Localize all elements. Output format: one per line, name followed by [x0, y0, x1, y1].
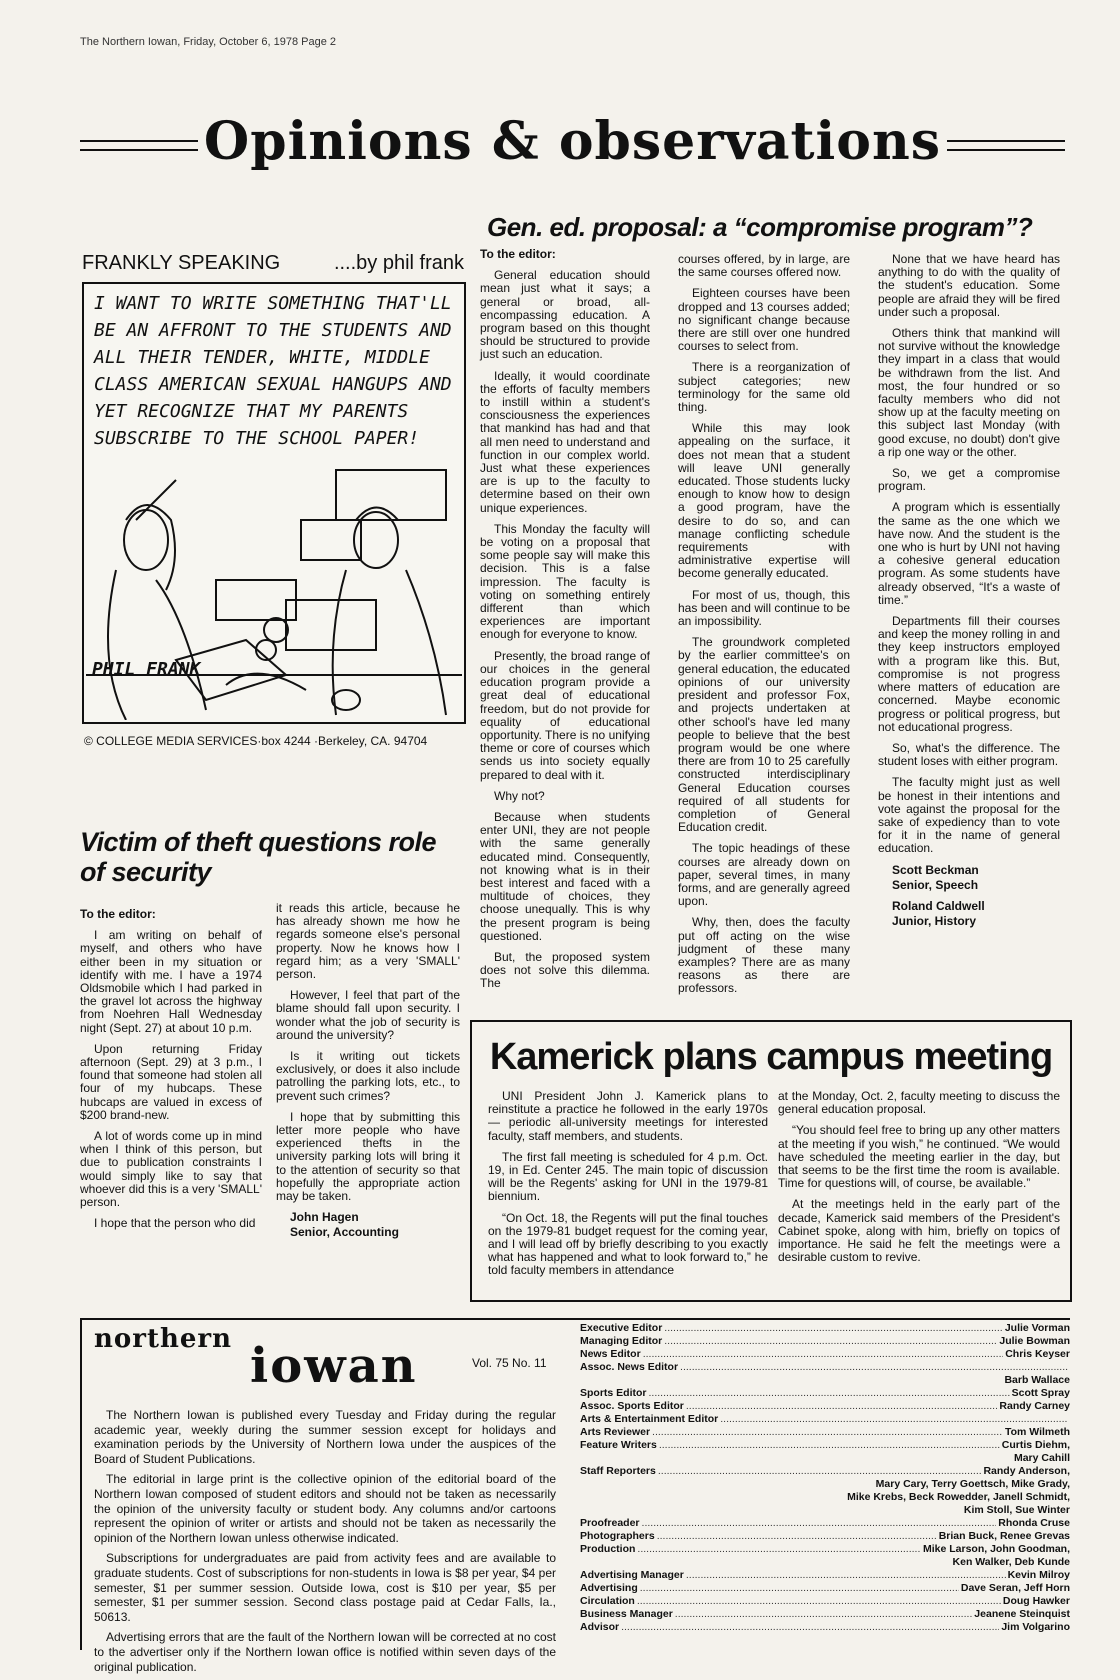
- staff-name: Mike Larson, John Goodman,: [922, 1543, 1070, 1555]
- staff-role: Advertising Manager: [580, 1569, 684, 1581]
- staff-row: [580, 1387, 1070, 1400]
- staff-name: Jeanene Steinquist: [974, 1608, 1070, 1620]
- paragraph: There is a reorganization of subject categories; new terminology for the same old thing.: [678, 360, 850, 415]
- cartoon-credit: © COLLEGE MEDIA SERVICES·box 4244 ·Berkeley, CA. 94704: [84, 734, 428, 748]
- staff-role: Proofreader: [580, 1517, 640, 1529]
- leader-dots: [640, 1582, 959, 1595]
- paragraph: I hope that the person who did: [94, 1216, 256, 1231]
- kamerick-col-2: [778, 1090, 1060, 1272]
- staff-name: Dave Seran, Jeff Horn: [960, 1582, 1070, 1594]
- staff-name: Jim Volgarino: [1001, 1621, 1070, 1633]
- staff-name: Brian Buck, Renee Grevas: [938, 1530, 1070, 1542]
- signer-name: John Hagen: [290, 1210, 359, 1225]
- typewriter-left: [216, 580, 296, 620]
- staff-row: [580, 1335, 1070, 1348]
- paragraph: it reads this article, because he has already shown me how he regards someone else's personal property. Now he knows how I regard him; as a very 'SMALL' person.: [276, 901, 460, 982]
- gen-ed-col-1: [480, 248, 650, 999]
- paragraph: A lot of words come up in mind when I think of this person, but due to publication constraints I would simply like to say that whoever did this is a very 'SMALL' person.: [80, 1129, 262, 1210]
- paragraph: The groundwork completed by the earlier committee's on general education, the educated opinions of our university president and professor Fox, and projects undertaken at other school's have led many people to believe that the best program would be one where there are from 10 to 25 carefully constructed interdisciplinary General Education courses required of all students for completion of General Education credit.: [678, 635, 850, 835]
- paragraph: I am writing on behalf of myself, and others who have either been in my situation or identify with me. I have a 1974 Oldsmobile which I had parked in the gravel lot across the highway from Noehren Hall Wednesday night (Sept. 27) at about 10 p.m.: [80, 928, 262, 1035]
- paragraph: General education should mean just what it says; a general or broad, all-encompassing education. A program based on this thought should be structured to provide just such an education.: [480, 268, 650, 362]
- paragraph: “On Oct. 18, the Regents will put the final touches on the 1979-81 budget request for the coming year, and I will lead off by briefly describing to you exactly what has happened and what to look forward to,” he told faculty members in attendance: [488, 1210, 768, 1278]
- leader-dots: [664, 1335, 997, 1348]
- staff-role: Executive Editor: [580, 1322, 663, 1334]
- paragraph: For most of us, though, this has been and will continue to be an impossibility.: [678, 587, 850, 629]
- staff-name-continued: Ken Walker, Deb Kunde: [952, 1556, 1070, 1568]
- staff-role: Advisor: [580, 1621, 620, 1633]
- signer-title: Senior, Speech: [892, 877, 979, 892]
- paragraph: Eighteen courses have been dropped and 13 courses added; no significant change because there are still over one hundred courses to select from.: [678, 286, 850, 354]
- leader-dots: [657, 1530, 937, 1543]
- staff-row: [580, 1348, 1070, 1361]
- gen-ed-headline: Gen. ed. proposal: a “compromise program”?: [487, 212, 1033, 242]
- brand-iowan: iowan: [250, 1338, 418, 1394]
- paragraph: The editorial in large print is the collective opinion of the editorial board of the Northern Iowan composed of student editors and should not be taken as necessarily the opinion of the university faculty or student body. Any columns and/or cartoons represent the opinion of writer or artists and should not be taken as necessarily the opinion of the Northern Iowan unless otherwise indicated.: [94, 1472, 556, 1545]
- paragraph: at the Monday, Oct. 2, faculty meeting to discuss the general education proposal.: [778, 1089, 1060, 1117]
- staff-role: Staff Reporters: [580, 1465, 656, 1477]
- staff-name-continued: Mary Cahill: [1013, 1452, 1070, 1464]
- volume-number: Vol. 75 No. 11: [472, 1356, 547, 1370]
- staff-role: Photographers: [580, 1530, 655, 1542]
- staff-row: [580, 1439, 1070, 1452]
- gen-ed-col-3: [878, 253, 1060, 930]
- staff-row: [580, 1569, 1070, 1582]
- staff-row: [580, 1530, 1070, 1543]
- publication-notice: [94, 1408, 556, 1680]
- signer-name: Scott Beckman: [892, 862, 979, 877]
- staff-role: Business Manager: [580, 1608, 673, 1620]
- staff-name: Chris Keyser: [1005, 1348, 1070, 1360]
- paragraph: So, we get a compromise program.: [878, 466, 1060, 494]
- staff-role: Sports Editor: [580, 1387, 647, 1399]
- staff-row: [580, 1543, 1070, 1556]
- gen-ed-salutation: To the editor:: [480, 247, 556, 261]
- paragraph: Ideally, it would coordinate the efforts of faculty members to instill within a student's consciousness the experiences that mankind has had and that all men need to understand and function in our complex world. Just what these experiences are is up to the faculty to determine based on their own unique experiences.: [480, 368, 650, 515]
- paragraph: Departments fill their courses and keep the money rolling in and they keep instructors employed with a program like this. But, compromise is not progress where matters of education are concerned. Maybe economic progress or political progress, but not educational progress.: [878, 614, 1060, 734]
- staff-role: Managing Editor: [580, 1335, 663, 1347]
- leader-dots: [686, 1569, 1006, 1582]
- leader-dots: [649, 1387, 1010, 1400]
- cartoon-header: [82, 252, 464, 275]
- paragraph: The topic headings of these courses are already down on paper, several times, in many forms, and are generally agreed upon.: [678, 841, 850, 909]
- section-title: Opinions & observations: [80, 112, 1065, 172]
- staff-role: News Editor: [580, 1348, 641, 1360]
- leader-dots: [680, 1361, 1068, 1374]
- leader-dots: [720, 1413, 1068, 1426]
- staff-row: [580, 1361, 1070, 1374]
- leader-dots: [658, 1465, 982, 1478]
- leader-dots: [664, 1322, 1003, 1335]
- leader-dots: [642, 1517, 997, 1530]
- staff-name-continued: Mary Cary, Terry Goettsch, Mike Grady,: [875, 1478, 1070, 1490]
- paragraph: Presently, the broad range of our choices in the general education program provide a great deal of educational freedom, but do not provide for equality of educational opportunity. There is no unifying theme or core of courses which sends us into society equally prepared to deal with it.: [480, 648, 650, 782]
- staff-name: Kevin Milroy: [1007, 1569, 1070, 1581]
- staff-role: Feature Writers: [580, 1439, 657, 1451]
- staff-role: Arts & Entertainment Editor: [580, 1413, 719, 1425]
- gen-ed-col-2: [678, 253, 850, 1004]
- staff-row: [580, 1595, 1070, 1608]
- section-masthead: [80, 112, 1065, 174]
- staff-name: Scott Spray: [1011, 1387, 1070, 1399]
- woman-left-head: [124, 510, 168, 570]
- staff-name: Randy Carney: [999, 1400, 1070, 1412]
- cartoon-title: FRANKLY SPEAKING: [82, 252, 281, 274]
- paragraph: “You should feel free to bring up any other matters at the meeting if you wish,” he continued. “We would have scheduled the meeting earlier in the day, but that seems to be the first time the room is available. Time for questions will, of course, be available.”: [778, 1123, 1060, 1191]
- theft-col-2: [276, 902, 460, 1242]
- cartoon-signature: PHIL FRANK: [92, 659, 201, 680]
- paragraph: So, what's the difference. The student loses with either program.: [878, 740, 1060, 769]
- staff-row: [580, 1465, 1070, 1478]
- theft-col-1: [80, 908, 262, 1238]
- staff-row: [580, 1413, 1070, 1426]
- leader-dots: [675, 1608, 973, 1621]
- paragraph: However, I feel that part of the blame should fall upon security. I wonder what the job of security is around the university?: [276, 988, 460, 1042]
- leader-dots: [637, 1543, 921, 1556]
- brand-northern: northern: [94, 1324, 232, 1354]
- kamerick-story: [470, 1020, 1072, 1302]
- staff-name: Randy Anderson,: [983, 1465, 1070, 1477]
- paragraph: But, the proposed system does not solve this dilemma. The: [480, 949, 650, 991]
- page-folio: The Northern Iowan, Friday, October 6, 1978 Page 2: [80, 36, 336, 48]
- signer-name: Roland Caldwell: [892, 898, 985, 913]
- staff-row: [580, 1426, 1070, 1439]
- staff-role: Assoc. Sports Editor: [580, 1400, 684, 1412]
- paragraph: At the meetings held in the early part of the decade, Kamerick said members of the President's Cabinet spoke, along with him, briefly on topics of importance. He said he felt the meetings were a desirable custom to revive.: [778, 1197, 1060, 1265]
- staff-name-continued: Kim Stoll, Sue Winter: [963, 1504, 1070, 1516]
- staff-role: Circulation: [580, 1595, 635, 1607]
- signer-title: Senior, Accounting: [290, 1225, 399, 1240]
- staff-role: Assoc. News Editor: [580, 1361, 679, 1373]
- staff-box: [580, 1322, 1070, 1634]
- staff-name-continued: Mike Krebs, Beck Rowedder, Janell Schmidt,: [847, 1491, 1070, 1503]
- staff-name: Julie Bowman: [999, 1335, 1070, 1347]
- paragraph: Others think that mankind will not survive without the knowledge they impart in a class that would be withdrawn from the list. And most, the four hundred or so faculty members who did not show up at the faculty meeting on this subject last Monday (with good excuse, no doubt) don't give a rip one way or the other.: [878, 326, 1060, 459]
- staff-row: [580, 1582, 1070, 1595]
- publication-info: [82, 1320, 562, 1674]
- kamerick-headline: Kamerick plans campus meeting: [489, 1036, 1053, 1078]
- staff-row: [580, 1608, 1070, 1621]
- leader-dots: [686, 1400, 998, 1413]
- cartoon-byline: ....by phil frank: [333, 252, 464, 274]
- paragraph: I hope that by submitting this letter more people who have experienced thefts in the university parking lots will bring it to the attention of security so that hopefully the appropriate action may be taken.: [276, 1109, 460, 1204]
- cartoon-speech: I WANT TO WRITE SOMETHING THAT'LL BE AN AFFRONT TO THE STUDENTS AND ALL THEIR TENDER, WHITE, MIDDLE CLASS AMERICAN SEXUAL HANGUPS AND YET RECOGNIZE THAT MY PARENTS SUBSCRIBE TO THE SCHOOL PAPER!: [94, 293, 452, 449]
- staff-row: [580, 1621, 1070, 1634]
- paragraph: A program which is essentially the same as the one which we have now. And the student is the one who is hurt by UNI not having a cohesive general education program. As some students have already observed, “It's a waste of time.”: [878, 500, 1060, 607]
- staff-row: [580, 1517, 1070, 1530]
- theft-headline: Victim of theft questions role of security: [80, 827, 437, 887]
- paragraph: Why not?: [494, 788, 545, 803]
- staff-name: Tom Wilmeth: [1004, 1426, 1070, 1438]
- theft-salutation: To the editor:: [80, 907, 156, 921]
- staff-name: Julie Vorman: [1004, 1322, 1070, 1334]
- staff-name-continued: Barb Wallace: [1004, 1374, 1070, 1386]
- leader-dots: [643, 1348, 1004, 1361]
- paragraph: Upon returning Friday afternoon (Sept. 29) at 3 p.m., I found that someone had stolen all four of my hubcaps. These hubcaps are valued in excess of $200 brand-new.: [80, 1041, 262, 1122]
- paragraph: Subscriptions for undergraduates are paid from activity fees and are available to graduate students. Cost of subscriptions for non-students in Iowa is $8 per year, $4 per semester, $1 per summer session. Outside Iowa, cost is $10 per year, $5 per semester, $1 per summer session. Second class postage paid at Cedar Falls, Ia., 50613.: [94, 1551, 556, 1624]
- paragraph: courses offered, by in large, are the same courses offered now.: [678, 252, 850, 280]
- paragraph: The first fall meeting is scheduled for 4 p.m. Oct. 19, in Ed. Center 245. The main topic of discussion will be the Regents' asking for UNI in the 1979-81 biennium.: [488, 1149, 768, 1204]
- staff-name: Curtis Diehm,: [1001, 1439, 1070, 1451]
- leader-dots: [659, 1439, 1000, 1452]
- paragraph: Is it writing out tickets exclusively, or does it also include patrolling the parking lots, etc., to prevent such crimes?: [276, 1049, 460, 1103]
- paragraph: Because when students enter UNI, they are not people with the same generally educated mind. Consequently, not knowing what is in their best interest and faced with a multitude of choices, they choose unequally. This is why the present program is being questioned.: [480, 809, 650, 943]
- staff-role: Arts Reviewer: [580, 1426, 651, 1438]
- staff-row: [580, 1322, 1070, 1335]
- signer-title: Junior, History: [892, 914, 977, 929]
- staff-name: Doug Hawker: [1002, 1595, 1070, 1607]
- paragraph: Why, then, does the faculty put off acting on the wise judgment of these many examples? There are as many reasons as there are professors.: [678, 915, 850, 996]
- leader-dots: [652, 1426, 1003, 1439]
- staff-role: Advertising: [580, 1582, 638, 1594]
- paragraph: The Northern Iowan is published every Tuesday and Friday during the regular academic year, weekly during the summer session except for holidays and examination periods by the University of Northern Iowa under the auspices of the Board of Student Publications.: [94, 1408, 556, 1466]
- leader-dots: [637, 1595, 1001, 1608]
- masthead-footer: [80, 1318, 1070, 1674]
- paragraph: None that we have heard has anything to do with the quality of the student's education. Some people are afraid they will be fired under such a proposal.: [878, 252, 1060, 319]
- cartoon: [82, 252, 464, 748]
- cartoon-panel: [82, 282, 466, 748]
- cartoon-drawing: [86, 460, 462, 720]
- staff-role: Production: [580, 1543, 636, 1555]
- paragraph: UNI President John J. Kamerick plans to reinstitute a practice he followed in the early 1970s — periodic all-university meetings for interested faculty, staff members, and students.: [488, 1089, 768, 1143]
- staff-row: [580, 1400, 1070, 1413]
- leader-dots: [621, 1621, 999, 1634]
- typewriter-right: [286, 600, 376, 650]
- paragraph: Advertising errors that are the fault of the Northern Iowan will be corrected at no cost to the advertiser only if the Northern Iowan office is notified within seven days of the original publication.: [94, 1630, 556, 1674]
- paragraph: This Monday the faculty will be voting on a proposal that some people say will make this decision. This is a false impression. The faculty is voting on something entirely different than which experiences are important enough for everyone to know.: [480, 521, 650, 642]
- paragraph: While this may look appealing on the surface, it does not mean that a student will leave UNI generally educated. Those students lucky enough to know how to design a good program, have the desire to do so, and can manage conflicting schedule requirements with administrative expertise will become generally educated.: [678, 421, 850, 581]
- paragraph: The faculty might just as well be honest in their intentions and vote against the proposal for the sake of expediency than to vote for it in the name of general education.: [878, 775, 1060, 856]
- staff-name: Rhonda Cruse: [998, 1517, 1070, 1529]
- kamerick-col-1: [488, 1090, 768, 1286]
